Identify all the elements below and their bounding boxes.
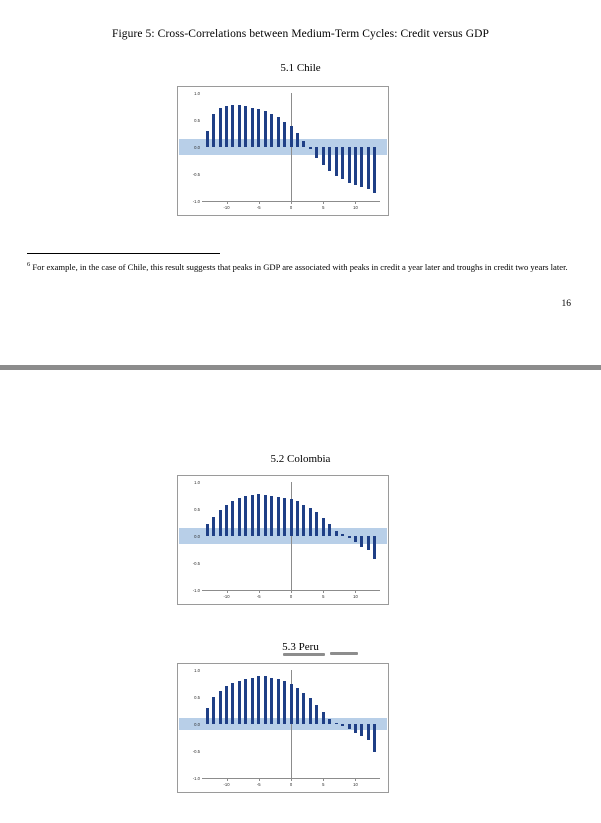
chart-colombia [177, 475, 389, 605]
bar [322, 518, 325, 536]
footnote-text: For example, in the case of Chile, this result suggests that peaks in GDP are associated with peaks in credit a year later and troughs in credit two years later. [32, 261, 568, 272]
bar [296, 688, 299, 724]
x-axis-tick-label: 0 [289, 594, 293, 599]
x-axis-tick-label: 0 [289, 782, 293, 787]
bar [302, 141, 305, 147]
chart-peru [177, 663, 389, 793]
bar [290, 684, 293, 724]
bar [315, 705, 318, 724]
bar [335, 723, 338, 724]
bar [328, 147, 331, 171]
bar [283, 122, 286, 147]
footnote-marker: 6 [27, 261, 31, 268]
bar [264, 495, 267, 536]
bar [238, 681, 241, 724]
bar [264, 676, 267, 724]
x-axis-tick-mark [259, 778, 260, 781]
footnote [27, 258, 572, 274]
x-axis-tick-label: 10 [353, 782, 358, 787]
bar [290, 126, 293, 147]
zero-reference-line [291, 93, 292, 201]
bar [335, 147, 338, 176]
bar [206, 708, 209, 724]
bar [341, 147, 344, 179]
y-axis-tick-label: -1.0 [192, 775, 200, 781]
x-axis-tick-mark [259, 201, 260, 204]
bar [212, 517, 215, 536]
bar [231, 501, 234, 536]
panel-title-chile: 5.1 Chile [280, 62, 321, 74]
y-axis-tick-label: 0.5 [194, 506, 200, 512]
bar [231, 105, 234, 147]
x-axis-tick-mark [259, 590, 260, 593]
panel-title-peru: 5.3 Peru [282, 641, 319, 653]
panel-chile [0, 62, 601, 210]
chart-chile [177, 86, 389, 216]
y-axis-tick-label: 1.0 [194, 479, 200, 485]
bar [270, 496, 273, 537]
x-axis-tick-label: 10 [353, 205, 358, 210]
bar [206, 524, 209, 536]
bar [360, 147, 363, 187]
bar [309, 147, 312, 149]
bar [277, 679, 280, 724]
bar [309, 698, 312, 724]
bar [257, 676, 260, 724]
bar [335, 531, 338, 536]
bar [354, 724, 357, 733]
bar [244, 679, 247, 724]
bar [283, 498, 286, 536]
x-axis-tick-label: -5 [256, 782, 261, 787]
x-axis-tick-mark [323, 590, 324, 593]
bar [244, 496, 247, 536]
bar [348, 147, 351, 183]
bar [251, 678, 254, 724]
y-axis-tick-label: -0.5 [192, 748, 200, 754]
bar [238, 498, 241, 536]
bar [367, 724, 370, 740]
bar [341, 534, 344, 536]
bar [277, 497, 280, 536]
y-axis-tick-label: -1.0 [192, 198, 200, 204]
bar [257, 109, 260, 147]
bar [212, 697, 215, 724]
panel-peru [0, 641, 601, 787]
bar [251, 108, 254, 147]
bar [348, 724, 351, 729]
bar [309, 508, 312, 536]
x-axis-tick-label: 5 [322, 782, 325, 787]
y-axis-tick-label: 0.5 [194, 694, 200, 700]
bar [283, 681, 286, 724]
bar [328, 719, 331, 724]
bar [360, 724, 363, 736]
bar [264, 111, 267, 147]
x-axis-tick-mark [323, 201, 324, 204]
footnote-separator [27, 253, 220, 254]
x-axis-tick-label: 0 [289, 205, 293, 210]
bar [219, 108, 222, 147]
panel-colombia [0, 453, 601, 599]
page-break-divider [0, 365, 601, 370]
bar [354, 536, 357, 542]
plot-area-colombia [178, 476, 388, 604]
bar [367, 536, 370, 550]
bar [354, 147, 357, 185]
bar [302, 693, 305, 724]
x-axis-tick-label: -10 [223, 205, 230, 210]
bar [225, 686, 228, 724]
x-axis-tick-mark [227, 201, 228, 204]
scan-artifact [330, 652, 358, 655]
scan-artifact [283, 653, 325, 656]
bar [206, 131, 209, 147]
x-axis-tick-mark [355, 201, 356, 204]
x-axis-tick-mark [227, 778, 228, 781]
x-axis-tick-mark [291, 590, 292, 593]
bar [270, 678, 273, 724]
bar [341, 724, 344, 726]
x-axis-tick-mark [291, 201, 292, 204]
bar [373, 536, 376, 559]
x-axis-tick-label: 5 [322, 205, 325, 210]
bar [360, 536, 363, 547]
bar [367, 147, 370, 189]
bar [296, 133, 299, 147]
y-axis-tick-label: 0.5 [194, 117, 200, 123]
bar [270, 114, 273, 147]
x-axis-tick-label: 5 [322, 594, 325, 599]
y-axis-tick-label: 0.0 [194, 533, 200, 539]
x-axis-tick-label: 10 [353, 594, 358, 599]
y-axis-tick-label: 0.0 [194, 144, 200, 150]
x-axis-tick-label: -10 [223, 782, 230, 787]
x-axis-tick-mark [227, 590, 228, 593]
y-axis-tick-label: -0.5 [192, 560, 200, 566]
x-axis-tick-mark [355, 778, 356, 781]
bar [219, 691, 222, 724]
x-axis-tick-label: -10 [223, 594, 230, 599]
bar [315, 512, 318, 536]
x-axis-tick-label: -5 [256, 594, 261, 599]
bar [244, 106, 247, 147]
page-number: 16 [561, 299, 571, 309]
panel-title-colombia: 5.2 Colombia [270, 453, 331, 465]
bar [328, 524, 331, 536]
y-axis-tick-label: 0.0 [194, 721, 200, 727]
y-axis-tick-label: -0.5 [192, 171, 200, 177]
figure-title: Figure 5: Cross-Correlations between Medium-Term Cycles: Credit versus GDP [111, 28, 490, 40]
bar [322, 712, 325, 724]
bar [238, 105, 241, 147]
bar [373, 147, 376, 193]
x-axis-tick-label: -5 [256, 205, 261, 210]
bar [302, 505, 305, 536]
bar [373, 724, 376, 752]
x-axis-tick-mark [323, 778, 324, 781]
plot-area-chile [178, 87, 388, 215]
plot-area-peru [178, 664, 388, 792]
bar [315, 147, 318, 158]
bar [231, 683, 234, 724]
bar [348, 536, 351, 538]
x-axis-tick-mark [355, 590, 356, 593]
bar [219, 510, 222, 536]
bar [257, 494, 260, 536]
bar [322, 147, 325, 165]
y-axis-tick-label: -1.0 [192, 587, 200, 593]
bar [212, 114, 215, 147]
bar [277, 117, 280, 147]
y-axis-tick-label: 1.0 [194, 667, 200, 673]
bar [225, 505, 228, 536]
bar [251, 495, 254, 536]
bar [290, 499, 293, 536]
bar [296, 501, 299, 536]
x-axis-tick-mark [291, 778, 292, 781]
zero-reference-line [291, 482, 292, 590]
y-axis-tick-label: 1.0 [194, 90, 200, 96]
bar [225, 106, 228, 147]
